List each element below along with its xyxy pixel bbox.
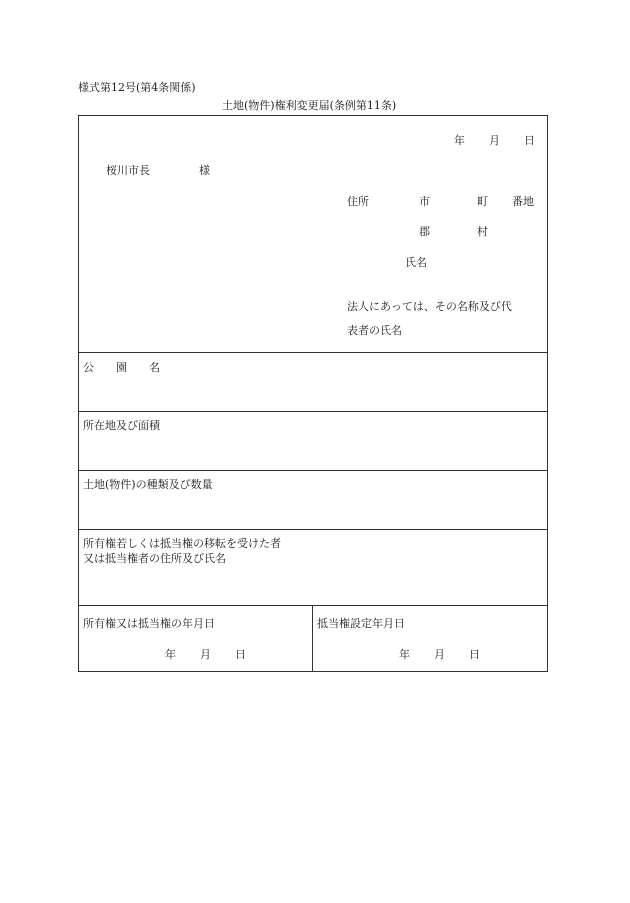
ownership-date-month: 月 (200, 648, 211, 661)
ownership-date-day: 日 (235, 648, 246, 661)
ownership-date-field[interactable] (79, 606, 313, 671)
date-day-label: 日 (524, 134, 535, 147)
mortgage-date-month: 月 (434, 648, 445, 661)
addressee-name: 桜川市長 (106, 164, 150, 177)
transferee-label: 所有権若しくは抵当権の移転を受けた者 又は抵当権者の住所及び氏名 (83, 537, 281, 565)
mortgage-date-label: 抵当権設定年月日 (317, 617, 405, 630)
date-year-label: 年 (454, 134, 465, 147)
land-type-quantity-label: 土地(物件)の種類及び数量 (83, 478, 213, 491)
corporate-note-line1: 法人にあっては、その名称及び代 (347, 300, 512, 313)
mortgage-date-field[interactable] (313, 606, 547, 671)
mortgage-date-year: 年 (399, 648, 410, 661)
application-form-table (78, 115, 548, 672)
park-name-field[interactable] (79, 353, 547, 412)
ownership-date-label: 所有権又は抵当権の年月日 (83, 617, 215, 630)
ownership-date-year: 年 (165, 648, 176, 661)
address-banchi-label: 番地 (512, 195, 534, 208)
land-type-quantity-field[interactable] (79, 471, 547, 529)
location-area-label: 所在地及び面積 (83, 419, 160, 432)
form-number: 様式第12号(第4条関係) (78, 81, 196, 94)
header-section (79, 116, 547, 353)
address-label: 住所 (347, 195, 369, 208)
address-village-label: 村 (477, 225, 488, 238)
form-title: 土地(物件)権利変更届(条例第11条) (222, 99, 397, 112)
mortgage-date-day: 日 (469, 648, 480, 661)
addressee-honorific: 様 (199, 164, 210, 177)
address-city-label: 市 (419, 195, 430, 208)
transferee-field[interactable] (79, 530, 547, 605)
address-county-label: 郡 (419, 225, 430, 238)
address-town-label: 町 (477, 195, 488, 208)
applicant-name-label: 氏名 (405, 256, 427, 269)
corporate-note-line2: 表者の氏名 (347, 324, 402, 337)
location-area-field[interactable] (79, 412, 547, 470)
date-month-label: 月 (489, 134, 500, 147)
park-name-label: 公 園 名 (83, 361, 160, 374)
